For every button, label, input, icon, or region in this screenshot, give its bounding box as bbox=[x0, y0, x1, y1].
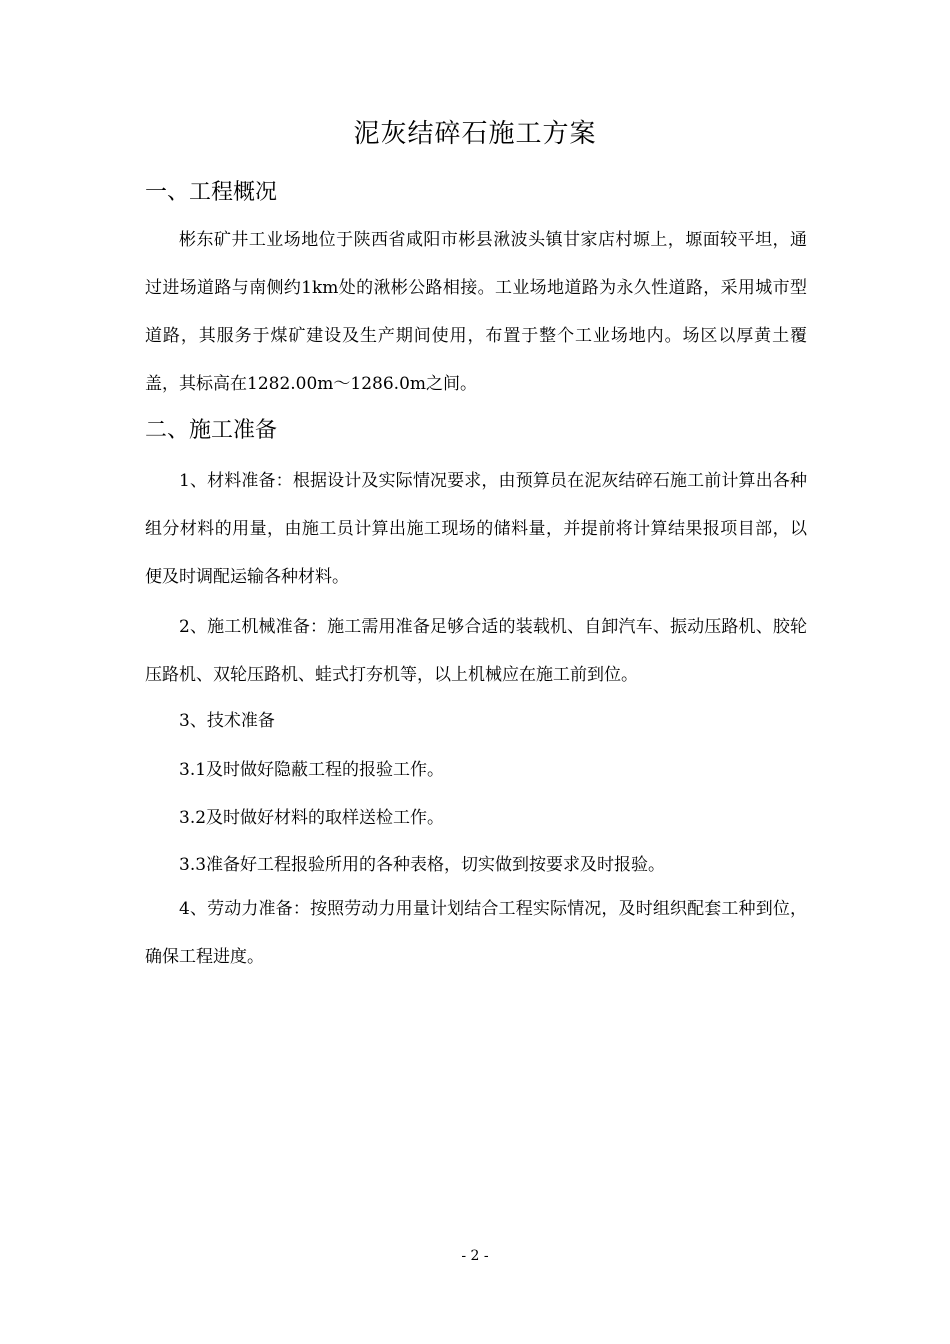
paragraph-labor-prep: 4、劳动力准备：按照劳动力用量计划结合工程实际情况，及时组织配套工种到位，确保工程进度。 bbox=[145, 899, 807, 967]
section-heading-overview: 一、工程概况 bbox=[145, 180, 278, 205]
paragraph-overview: 彬东矿井工业场地位于陕西省咸阳市彬县湫波头镇甘家店村塬上，塬面较平坦，通过进场道路与南侧约1km处的湫彬公路相接。工业场地道路为永久性道路，采用城市型道路，其服务于煤矿建设及生产期间使用，布置于整个工业场地内。场区以厚黄土覆盖，其标高在1282.00m～1286.0m之间。 bbox=[145, 230, 807, 394]
paragraph-technical-3-1: 3.1及时做好隐蔽工程的报验工作。 bbox=[179, 760, 445, 780]
section-heading-preparation: 二、施工准备 bbox=[145, 418, 278, 443]
document-title: 泥灰结碎石施工方案 bbox=[353, 119, 597, 149]
paragraph-material-prep: 1、材料准备：根据设计及实际情况要求，由预算员在泥灰结碎石施工前计算出各种组分材料的用量，由施工员计算出施工现场的储料量，并提前将计算结果报项目部，以便及时调配运输各种材料。 bbox=[145, 471, 807, 587]
paragraph-technical-prep: 3、技术准备 bbox=[179, 711, 275, 731]
paragraph-technical-3-2: 3.2及时做好材料的取样送检工作。 bbox=[179, 808, 445, 828]
paragraph-technical-3-3: 3.3准备好工程报验所用的各种表格，切实做到按要求及时报验。 bbox=[179, 855, 666, 875]
page-number: - 2 - bbox=[461, 1248, 489, 1264]
paragraph-machinery-prep: 2、施工机械准备：施工需用准备足够合适的装载机、自卸汽车、振动压路机、胶轮压路机、双轮压路机、蛙式打夯机等，以上机械应在施工前到位。 bbox=[145, 617, 807, 685]
